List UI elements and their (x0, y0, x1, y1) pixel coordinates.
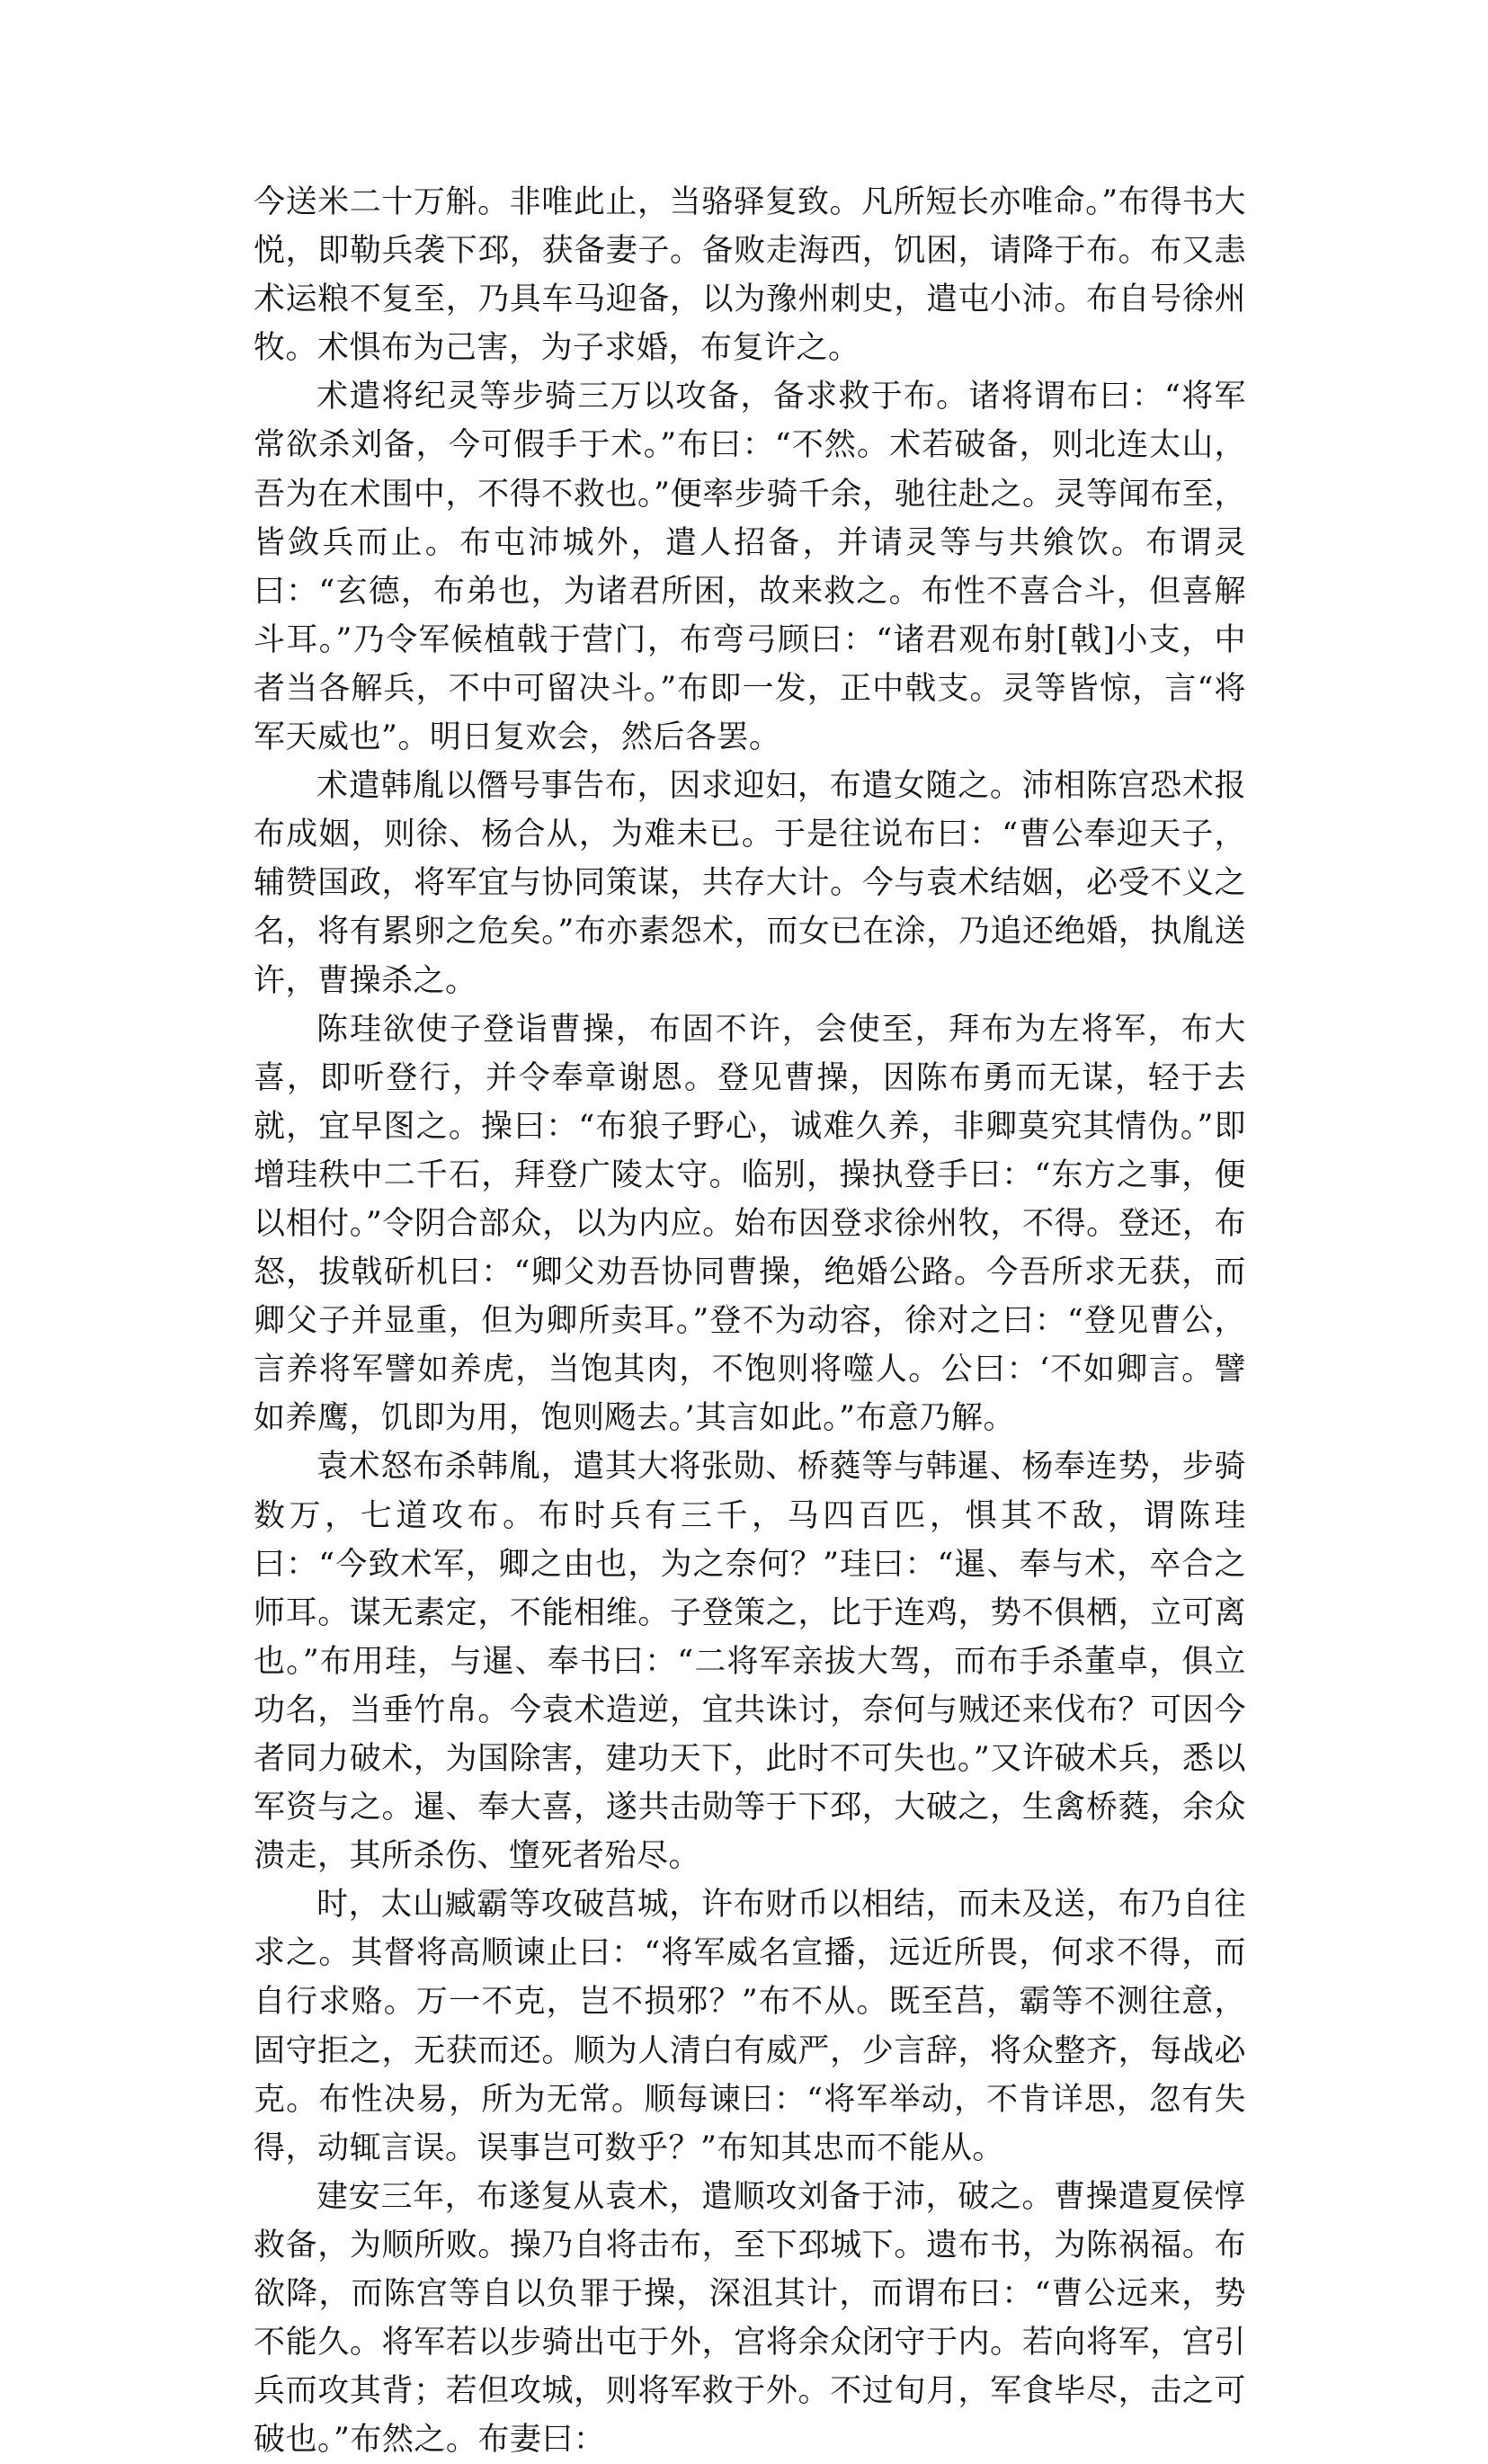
paragraph-7: 建安三年，布遂复从袁术，遣顺攻刘备于沛，破之。曹操遣夏侯惇救备，为顺所败。操乃自将击布，至下邳城下。遗布书，为陈祸福。布欲降，而陈宫等自以负罪于操，深沮其计，而谓布曰：“曹公远来，势不能久。将军若以步骑出屯于外，宫将余众闭守于内。若向将军，宫引兵而攻其背；若但攻城，则将军救于外。不过旬月，军食毕尽，击之可破也。”布然之。布妻曰： (254, 2178, 1246, 2459)
paragraph-2: 术遣将纪灵等步骑三万以攻备，备求救于布。诸将谓布曰：“将军常欲杀刘备，今可假手于术。”布曰：“不然。术若破备，则北连太山，吾为在术围中，不得不救也。”便率步骑千余，驰往赴之。灵等闻布至，皆敛兵而止。布屯沛城外，遣人招备，并请灵等与共飨饮。布谓灵曰：“玄德，布弟也，为诸君所困，故来救之。布性不喜合斗，但喜解斗耳。”乃令军候植戟于营门，布弯弓顾曰：“诸君观布射[戟]小支，中者当各解兵，不中可留决斗。”布即一发，正中戟支。灵等皆惊，言“将军天威也”。明日复欢会，然后各罢。 (254, 379, 1246, 756)
paragraph-3: 术遣韩胤以僭号事告布，因求迎妇，布遣女随之。沛相陈宫恐术报布成姻，则徐、杨合从，为难未已。于是往说布曰：“曹公奉迎天子，辅赞国政，将军宜与协同策谋，共存大计。今与袁术结姻，必受不义之名，将有累卵之危矣。”布亦素怨术，而女已在涂，乃追还绝婚，执胤送许，曹操杀之。 (254, 768, 1246, 999)
paragraph-1: 今送米二十万斛。非唯此止，当骆驿复致。凡所短长亦唯命。”布得书大悦，即勒兵袭下邳，获备妻子。备败走海西，饥困，请降于布。布又恚术运粮不复至，乃具车马迎备，以为豫州刺史，遣屯小沛。布自号徐州牧。术惧布为己害，为子求婚，布复许之。 (254, 184, 1246, 367)
paragraph-4: 陈珪欲使子登诣曹操，布固不许，会使至，拜布为左将军，布大喜，即听登行，并令奉章谢恩。登见曹操，因陈布勇而无谋，轻于去就，宜早图之。操曰：“布狼子野心，诚难久养，非卿莫究其情伪。”即增珪秩中二千石，拜登广陵太守。临别，操执登手曰：“东方之事，便以相付。”令阴合部众，以为内应。始布因登求徐州牧，不得。登还，布怒，拔戟斫机曰：“卿父劝吾协同曹操，绝婚公路。今吾所求无获，而卿父子并显重，但为卿所卖耳。”登不为动容，徐对之曰：“登见曹公，言养将军譬如养虎，当饱其肉，不饱则将噬人。公曰：‘不如卿言。譬如养鹰，饥即为用，饱则飏去。’其言如此。”布意乃解。 (254, 1011, 1246, 1437)
paragraph-5: 袁术怒布杀韩胤，遣其大将张勋、桥蕤等与韩暹、杨奉连势，步骑数万，七道攻布。布时兵有三千，马四百匹，惧其不敌，谓陈珪曰：“今致术军，卿之由也，为之奈何？”珪曰：“暹、奉与术，卒合之师耳。谋无素定，不能相维。子登策之，比于连鸡，势不俱栖，立可离也。”布用珪，与暹、奉书曰：“二将军亲拔大驾，而布手杀董卓，俱立功名，当垂竹帛。今袁术造逆，宜共诛讨，奈何与贼还来伐布？可因今者同力破术，为国除害，建功天下，此时不可失也。”又许破术兵，悉以军资与之。暹、奉大喜，遂共击勋等于下邳，大破之，生禽桥蕤，余众溃走，其所杀伤、墯死者殆尽。 (254, 1449, 1246, 1875)
paragraph-6: 时，太山臧霸等攻破莒城，许布财币以相结，而未及送，布乃自往求之。其督将高顺谏止曰：“将军威名宣播，远近所畏，何求不得，而自行求赂。万一不克，岂不损邪？”布不从。既至莒，霸等不测往意，固守拒之，无获而还。顺为人清白有威严，少言辞，将众整齐，每战必克。布性决易，所为无常。顺每谏曰：“将军举动，不肯详思，忽有失得，动辄言误。误事岂可数乎？”布知其忠而不能从。 (254, 1887, 1246, 2166)
page-body (254, 178, 1246, 2464)
